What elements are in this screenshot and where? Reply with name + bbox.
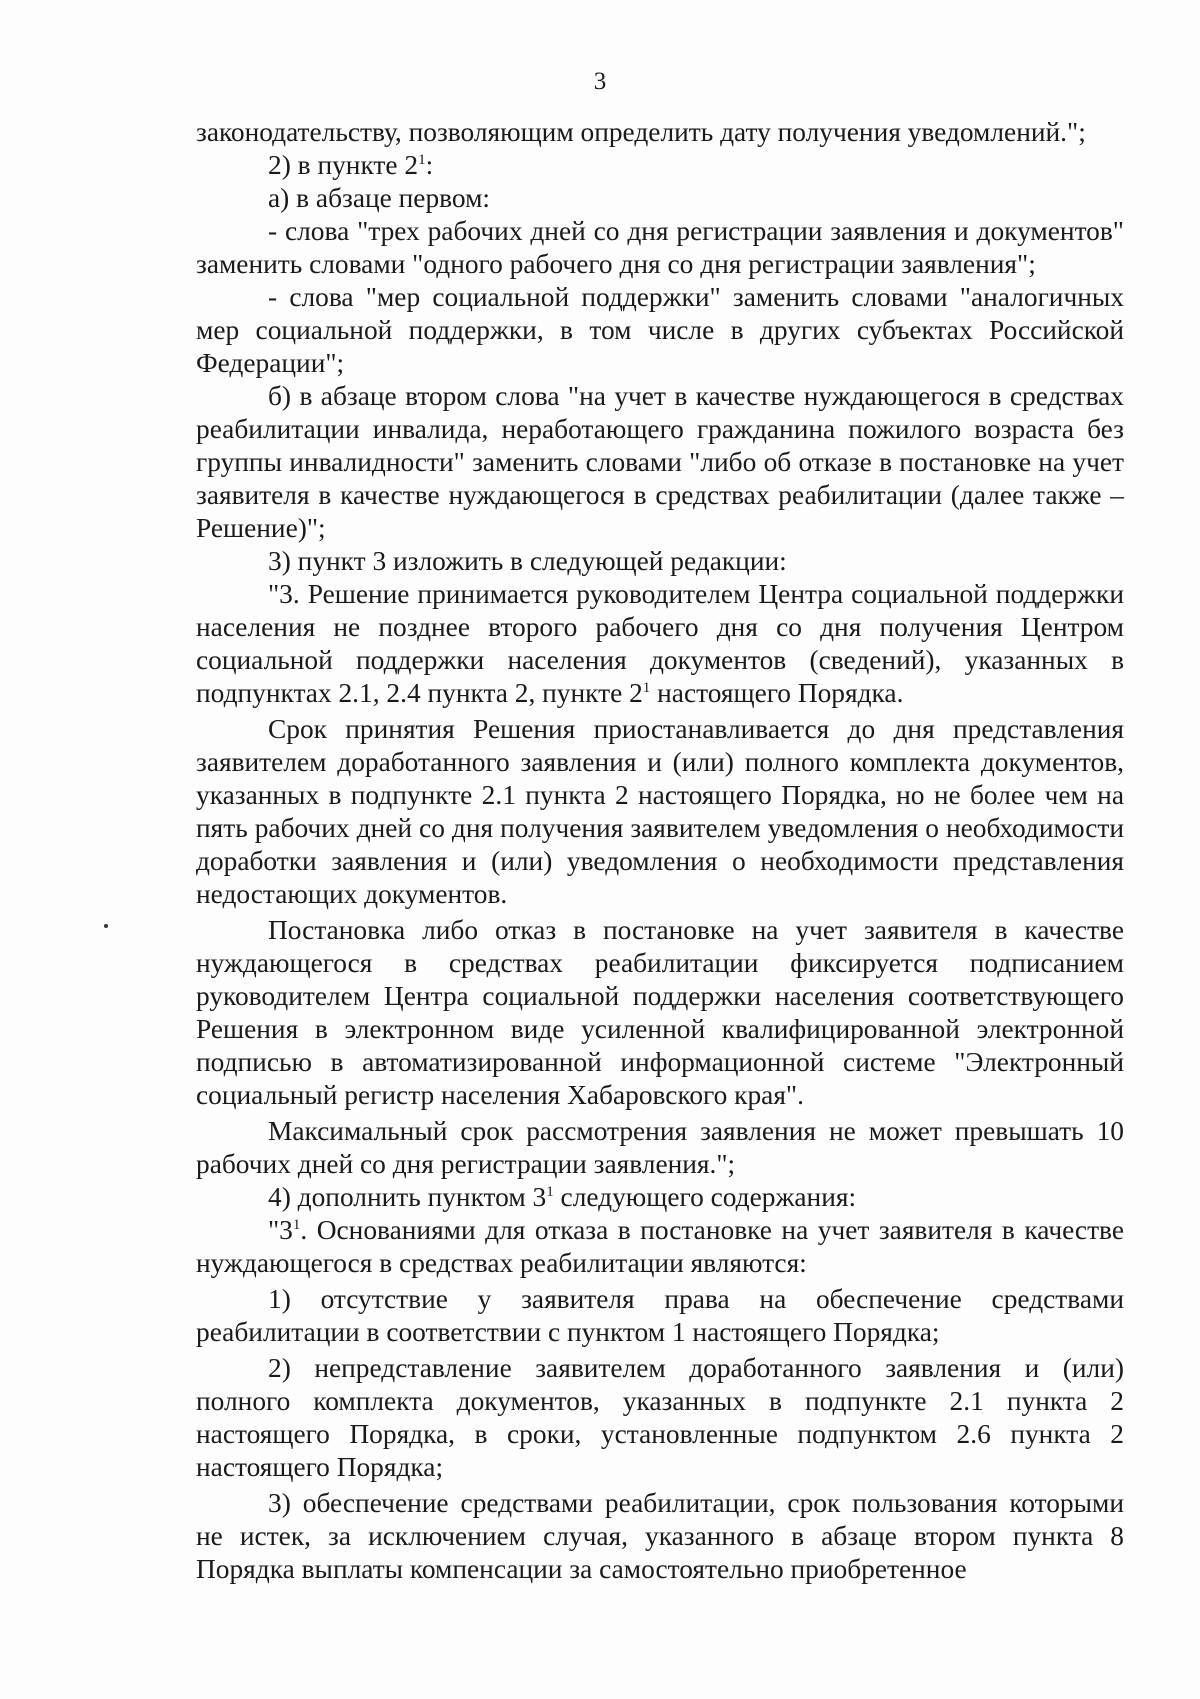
paragraph: б) в абзаце втором слова "на учет в качестве нуждающегося в средствах реабилитации инвалида, неработающего гражданина пожилого возраста без группы инвалидности" заменить словами "либо об отказе в постановке на учет заявителя в качестве нуждающегося в средствах реабилитации (далее также – Решение)";	[196, 381, 1124, 543]
paragraph: Срок принятия Решения приостанавливается до дня представления заявителем доработанного заявления и (или) полного комплекта документов, указанных в подпункте 2.1 пункта 2 настоящего Порядка, но не более чем на пять рабочих дней со дня получения заявителем уведомления о необходимости доработки заявления и (или) уведомления о необходимости представления недостающих документов.	[196, 714, 1124, 909]
paragraph: 3) обеспечение средствами реабилитации, срок пользования которыми не истек, за исключением случая, указанного в абзаце втором пункта 8 Порядка выплаты компенсации за самостоятельно приобретенное	[196, 1488, 1124, 1584]
paragraph: 3) пункт 3 изложить в следующей редакции:	[268, 546, 787, 576]
paragraph: законодательству, позволяющим определить дату получения уведомлений.";	[196, 117, 1086, 147]
paragraph: 2) в пункте $2^1$:	[268, 150, 434, 180]
paragraph: 4) дополнить пунктом $3^1$ следующего содержания:	[268, 1182, 857, 1212]
paragraph: 1) отсутствие у заявителя права на обеспечение средствами реабилитации в соответствии с пунктом 1 настоящего Порядка;	[196, 1284, 1124, 1347]
paragraph: 2) непредставление заявителем доработанного заявления и (или) полного комплекта документов, указанных в подпункте 2.1 пункта 2 настоящего Порядка, в сроки, установленные подпунктом 2.6 пункта 2 настоящего Порядка;	[196, 1353, 1124, 1482]
document-body	[196, 116, 1124, 1586]
paragraph: Максимальный срок рассмотрения заявления не может превышать 10 рабочих дней со дня регистрации заявления.";	[196, 1116, 1124, 1179]
paragraph: Постановка либо отказ в постановке на учет заявителя в качестве нуждающегося в средствах реабилитации фиксируется подписанием руководителем Центра социальной поддержки населения соответствующего Решения в электронном виде усиленной квалифицированной электронной подписью в автоматизированной информационной системе "Электронный социальный регистр населения Хабаровского края".	[196, 915, 1124, 1110]
paragraph: - слова "мер социальной поддержки" заменить словами "аналогичных мер социальной поддержки, в том числе в других субъектах Российской Федерации";	[196, 282, 1124, 378]
paragraph: "$3^1$. Основаниями для отказа в постановке на учет заявителя в качестве нуждающегося в средствах реабилитации являются:	[196, 1215, 1124, 1278]
page-number: 3	[593, 68, 607, 95]
scan-speck	[104, 924, 108, 928]
paragraph: - слова "трех рабочих дней со дня регистрации заявления и документов" заменить словами "одного рабочего дня со дня регистрации заявления";	[196, 216, 1124, 279]
paragraph: а) в абзаце первом:	[268, 183, 491, 213]
paragraph: "3. Решение принимается руководителем Центра социальной поддержки населения не позднее второго рабочего дня со дня получения Центром социальной поддержки населения документов (сведений), указанных в подпунктах 2.1, 2.4 пункта 2, пункте $2^1$ настоящего Порядка.	[196, 579, 1124, 708]
